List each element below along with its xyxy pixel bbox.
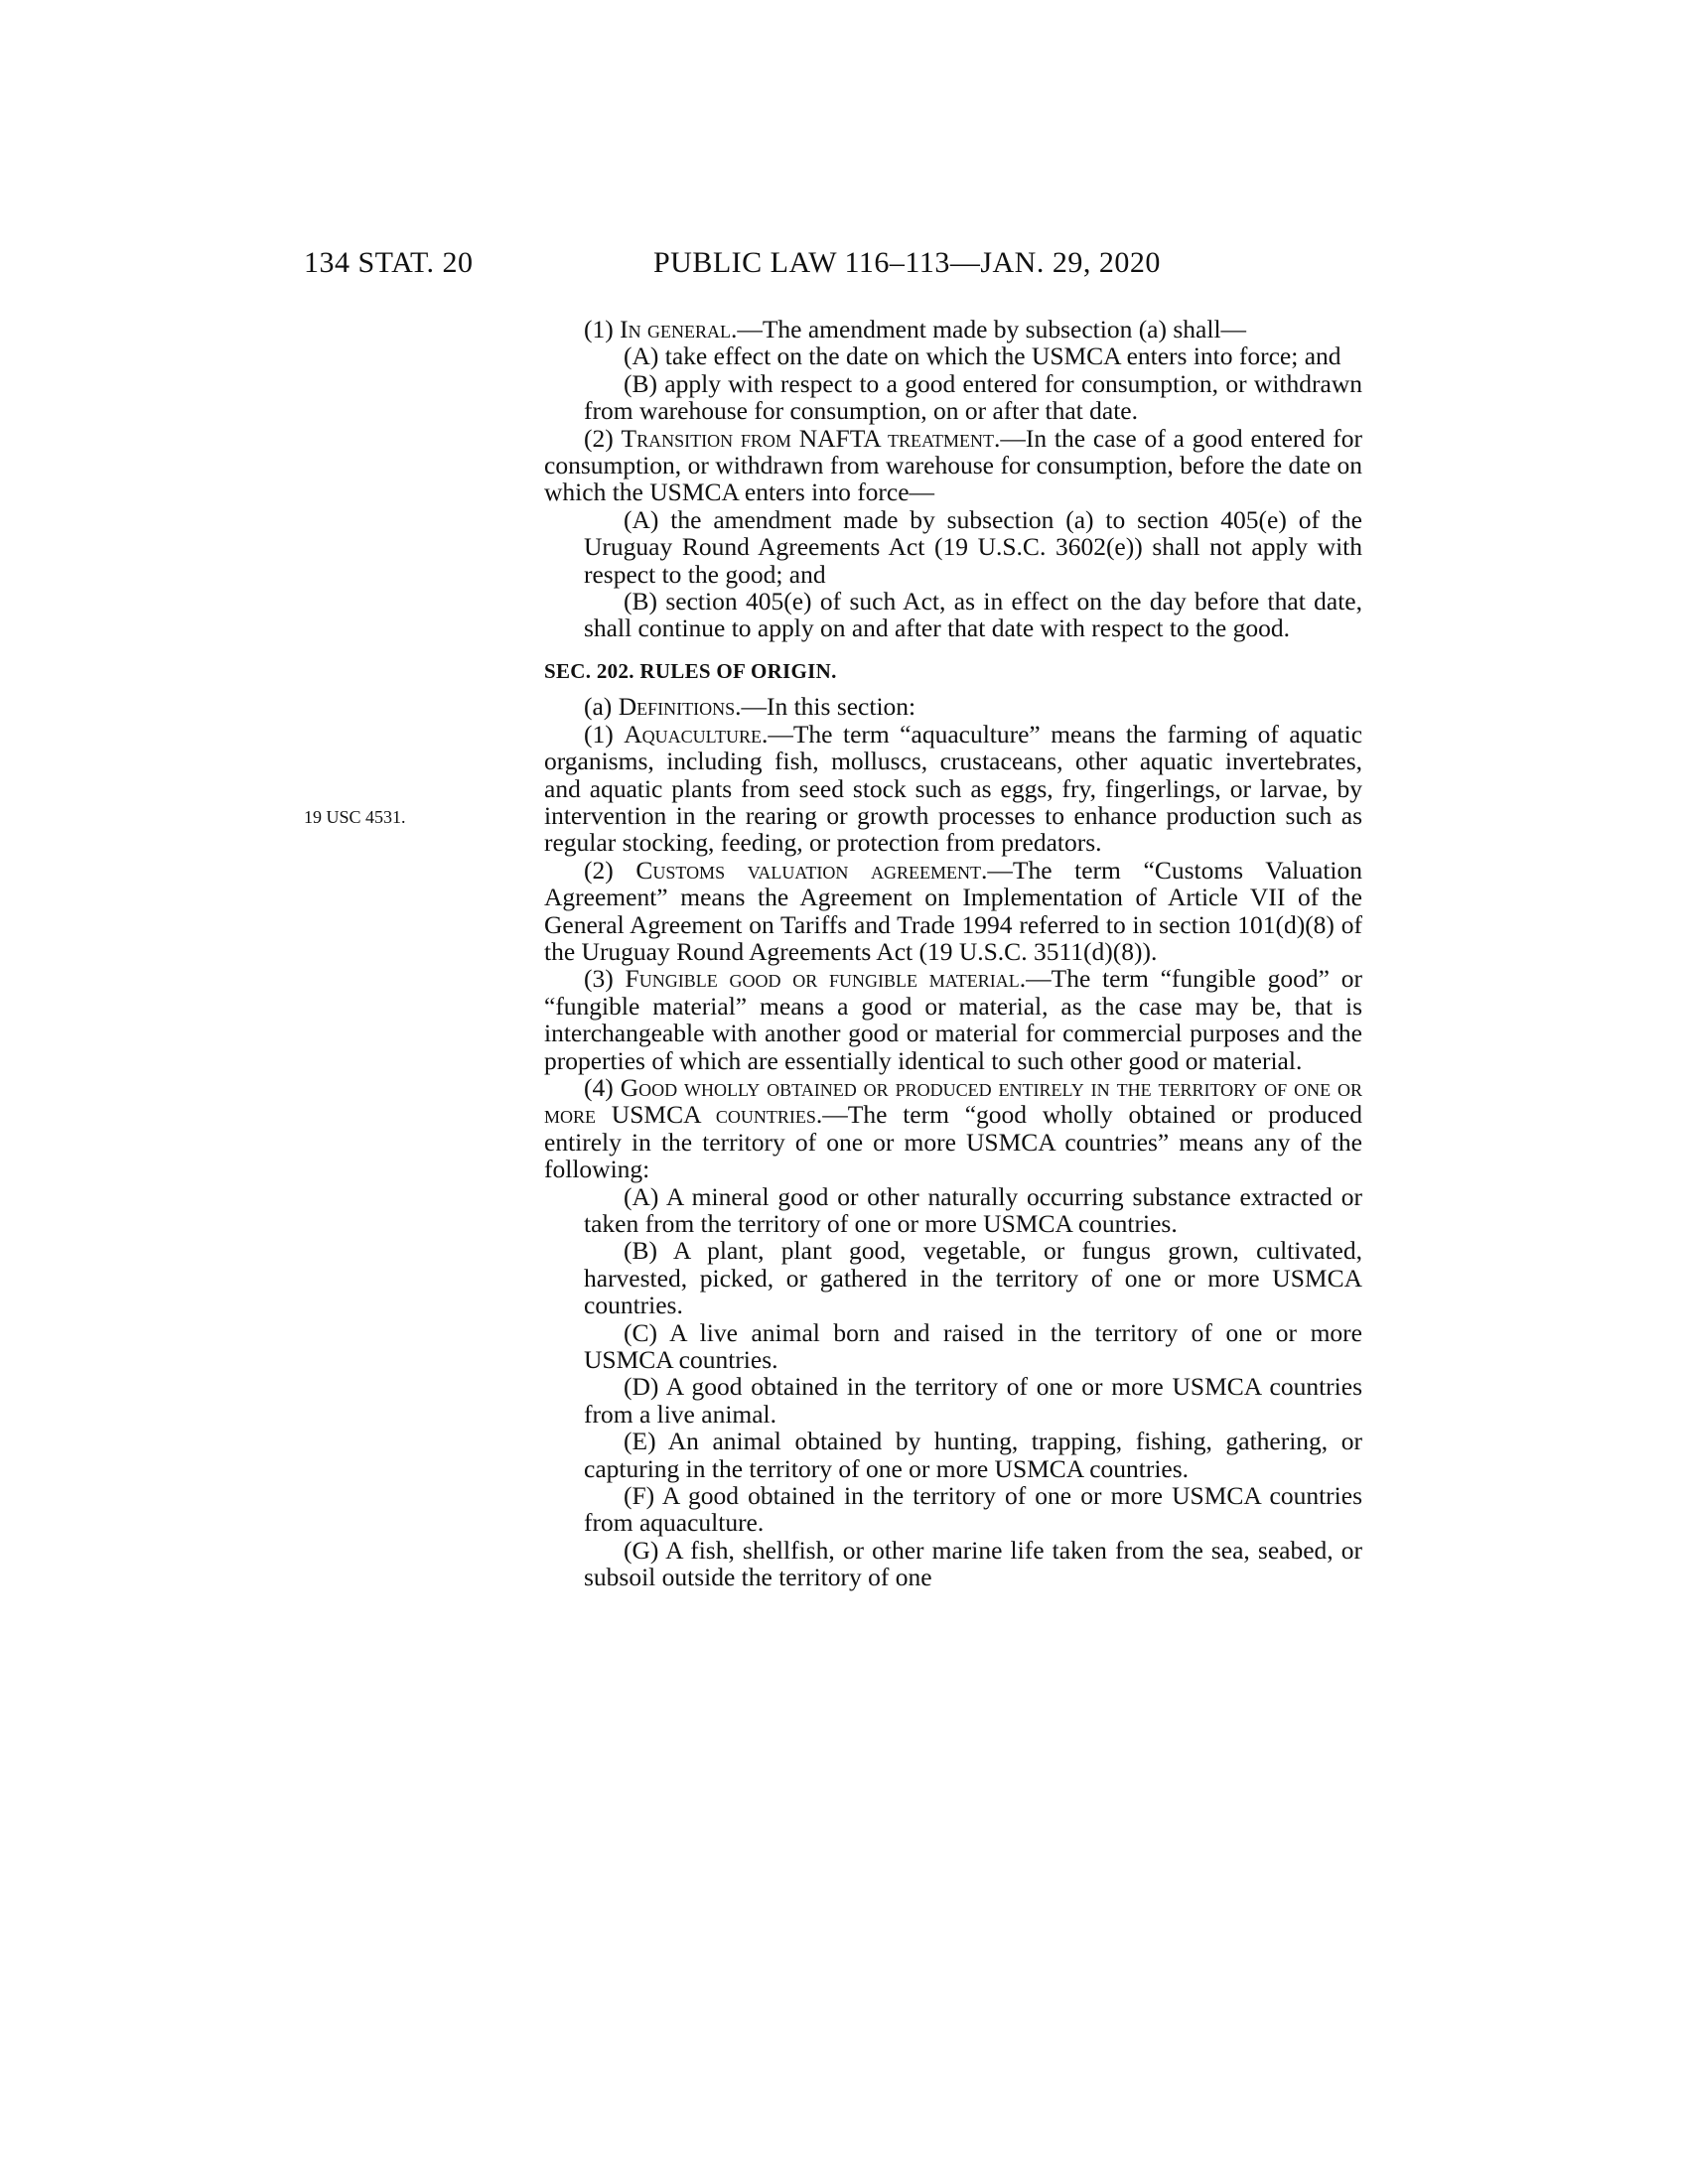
subparagraph-a: (A) take effect on the date on which the USMCA enters into force; and	[624, 341, 1341, 371]
subparagraph-c: (C) A live animal born and raised in the territory of one or more USMCA countries.	[584, 1317, 1362, 1375]
subparagraph-b: (B) apply with respect to a good entered for consumption, or withdrawn from warehouse for consumption, on or after that date.	[584, 368, 1362, 426]
definition-aquaculture: (1) Aquaculture.—The term “aquaculture” means the farming of aquatic organisms, including fish, molluscs, crustaceans, other aquatic invertebrates, and aquatic plants from seed stock such as eggs, fry, fingerlings, or larvae, by intervention in the rearing or growth processes to enhance production such as regular stocking, feeding, or protection from predators.	[544, 719, 1363, 858]
paragraph-1-in-general: (1) In general.—The amendment made by subsection (a) shall—	[584, 315, 1247, 343]
subparagraph-g: (G) A fish, shellfish, or other marine life taken from the sea, seabed, or subsoil outside the territory of one	[584, 1535, 1362, 1592]
section-heading: SEC. 202. RULES OF ORIGIN.	[544, 658, 837, 683]
subparagraph-b: (B) A plant, plant good, vegetable, or fungus grown, cultivated, harvested, picked, or gathered in the territory of one or more USMCA countries.	[584, 1236, 1362, 1320]
definition-heading: Customs valuation agreement.	[635, 855, 988, 885]
statute-page-reference: 134 STAT. 20	[304, 246, 474, 279]
definition-good-wholly-obtained: (4) Good wholly obtained or produced entirely in the territory of one or more USMCA countries.—The term “good wholly obtained or produced entirely in the territory of one or more USMCA countries” means any of the following:	[544, 1072, 1363, 1184]
subparagraph-f: (F) A good obtained in the territory of one or more USMCA countries from aquaculture.	[584, 1481, 1362, 1538]
subparagraph-e: (E) An animal obtained by hunting, trapping, fishing, gathering, or capturing in the territory of one or more USMCA countries.	[584, 1427, 1362, 1483]
subsection-a-definitions: (a) Definitions.—In this section:	[584, 692, 916, 722]
definition-heading: Good wholly obtained or produced entirely in the territory of one or more USMCA countries.	[544, 1072, 1363, 1130]
subparagraph-a: (A) A mineral good or other naturally occurring substance extracted or taken from the territory of one or more USMCA countries.	[584, 1181, 1362, 1238]
definition-customs-valuation-agreement: (2) Customs valuation agreement.—The term “Customs Valuation Agreement” means the Agreement on Implementation of Article VII of the General Agreement on Tariffs and Trade 1994 referred to in section 101(d)(8) of the Uruguay Round Agreements Act (19 U.S.C. 3511(d)(8)).	[544, 855, 1363, 966]
paragraph-heading: Transition from NAFTA treatment.	[621, 423, 1001, 453]
subparagraph-a: (A) the amendment made by subsection (a) to section 405(e) of the Uruguay Round Agreements Act (19 U.S.C. 3602(e)) shall not apply with respect to the good; and	[584, 504, 1362, 589]
definition-fungible-good: (3) Fungible good or fungible material.—The term “fungible good” or “fungible material” means a good or material, as the case may be, that is interchangeable with another good or material for commercial purposes and the properties of which are essentially identical to such other good or material.	[544, 964, 1362, 1075]
paragraph-heading: In general.	[620, 315, 738, 343]
subparagraph-b: (B) section 405(e) of such Act, as in effect on the day before that date, shall continue to apply on and after that date with respect to the good.	[584, 587, 1362, 643]
definition-heading: Aquaculture.	[624, 719, 769, 749]
definition-heading: Fungible good or fungible material.	[625, 964, 1027, 994]
public-law-title: PUBLIC LAW 116–113—JAN. 29, 2020	[653, 246, 1161, 279]
margin-note-usc-citation: 19 USC 4531.	[304, 807, 406, 827]
page-header	[0, 246, 1688, 286]
subparagraph-d: (D) A good obtained in the territory of one or more USMCA countries from a live animal.	[584, 1372, 1362, 1429]
subsection-heading: Definitions.	[618, 692, 742, 722]
paragraph-2-transition: (2) Transition from NAFTA treatment.—In the case of a good entered for consumption, or withdrawn from warehouse for consumption, before the date on which the USMCA enters into force—	[544, 423, 1363, 507]
statute-body	[544, 316, 1362, 1591]
